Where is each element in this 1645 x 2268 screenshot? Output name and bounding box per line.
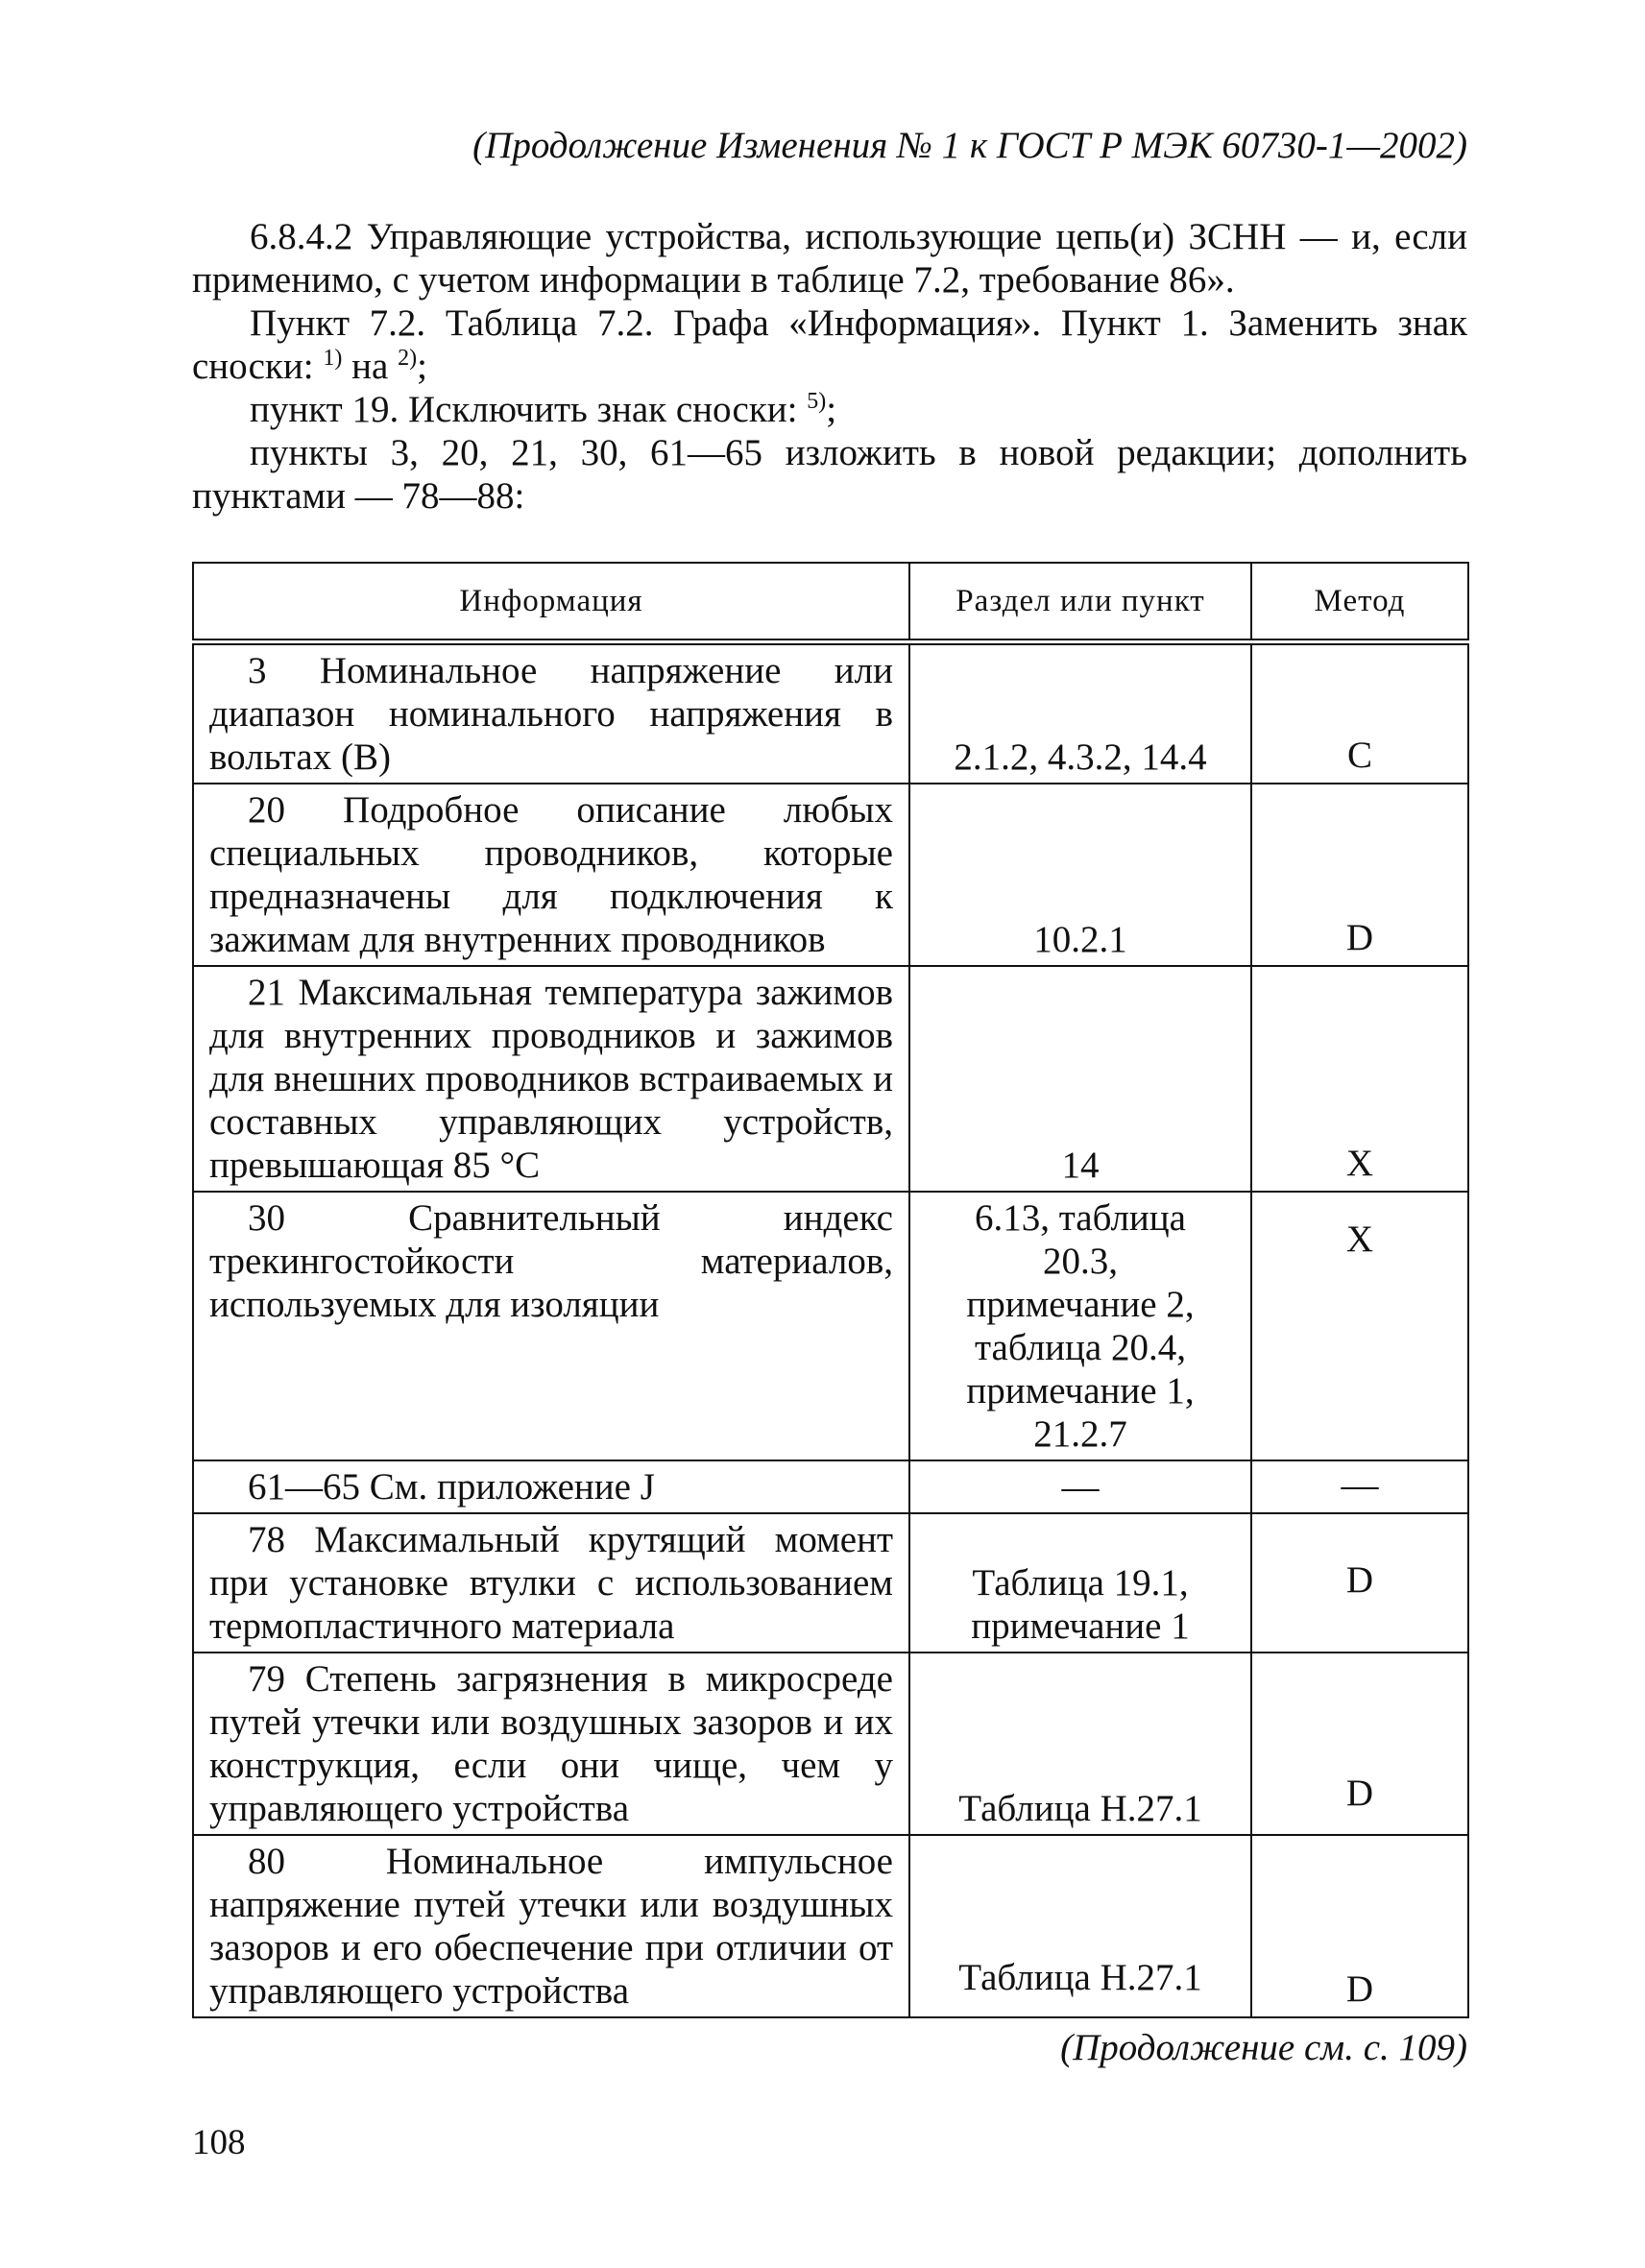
cell-method: C — [1251, 642, 1468, 784]
section-line: 6.13, таблица — [975, 1197, 1186, 1239]
cell-section: Таблица Н.27.1 — [909, 1835, 1251, 2017]
table-row — [193, 1192, 1468, 1460]
cell-method: D — [1251, 1835, 1468, 2017]
paragraph-text: на — [342, 346, 399, 387]
cell-section: 14 — [909, 966, 1251, 1192]
cell-info: 61—65 См. приложение J — [193, 1460, 909, 1513]
footnote-mark: 2) — [398, 346, 418, 371]
footnote-mark: 1) — [323, 346, 343, 371]
cell-info: 21 Максимальная температура зажимов для внутренних проводников и зажимов для внешних проводников встраиваемых и составных управляющих устройств, превышающая 85 °С — [193, 966, 909, 1192]
cell-section — [909, 1513, 1251, 1653]
paragraph-text: пункт 19. Исключить знак сноски: — [250, 389, 808, 430]
cell-method: X — [1251, 966, 1468, 1192]
cell-info: 79 Степень загрязнения в микросреде путей утечки или воздушных зазоров и их конструкция, если они чище, чем у управляющего устройства — [193, 1653, 909, 1835]
paragraph-7-2-point-1 — [192, 302, 1467, 388]
header-section: Раздел или пункт — [909, 563, 1251, 642]
table-row — [193, 1513, 1468, 1653]
information-table — [192, 562, 1469, 2018]
cell-info: 80 Номинальное импульсное напряжение путей утечки или воздушных зазоров и его обеспечение при отличии от управляющего устройства — [193, 1835, 909, 2017]
section-line: 21.2.7 — [1033, 1413, 1127, 1455]
table-row — [193, 1460, 1468, 1513]
section-line: Таблица 19.1, — [972, 1562, 1189, 1604]
table-row — [193, 642, 1468, 784]
cell-method: D — [1251, 1513, 1468, 1653]
paragraph-point-19 — [192, 388, 1467, 431]
cell-method: — — [1251, 1460, 1468, 1513]
cell-section: 10.2.1 — [909, 784, 1251, 966]
paragraph-text: ; — [826, 389, 837, 430]
cell-method: X — [1251, 1192, 1468, 1460]
section-line: примечание 1, — [966, 1370, 1195, 1411]
paragraph-new-edition: пункты 3, 20, 21, 30, 61—65 изложить в новой редакции; дополнить пунктами — 78—88: — [192, 432, 1467, 517]
cell-info: 78 Максимальный крутящий момент при установке втулки с использованием термопластичного материала — [193, 1513, 909, 1653]
section-line: таблица 20.4, — [975, 1327, 1186, 1368]
paragraph-text: Пункт 7.2. Таблица 7.2. Графа «Информация». Пункт 1. Заменить знак сноски: — [192, 302, 1467, 387]
cell-section: Таблица Н.27.1 — [909, 1653, 1251, 1835]
cell-info: 20 Подробное описание любых специальных проводников, которые предназначены для подключения к зажимам для внутренних проводников — [193, 784, 909, 966]
header-method: Метод — [1251, 563, 1468, 642]
cell-info: 3 Номинальное напряжение или диапазон номинального напряжения в вольтах (В) — [193, 642, 909, 784]
cell-method: D — [1251, 784, 1468, 966]
table-row — [193, 1653, 1468, 1835]
body-text — [192, 215, 1467, 518]
cell-section: 2.1.2, 4.3.2, 14.4 — [909, 642, 1251, 784]
table-row — [193, 966, 1468, 1192]
cell-section: — — [909, 1460, 1251, 1513]
section-line: 20.3, — [1043, 1241, 1118, 1282]
header-info: Информация — [193, 563, 909, 642]
document-page — [192, 0, 1467, 2268]
section-line: примечание 2, — [966, 1284, 1195, 1325]
footnote-mark: 5) — [807, 389, 827, 414]
page-number: 108 — [192, 2123, 246, 2162]
cell-info: 30 Сравнительный индекс трекингостойкости материалов, используемых для изоляции — [193, 1192, 909, 1460]
paragraph-text: ; — [417, 346, 427, 387]
table-row — [193, 784, 1468, 966]
paragraph-6-8-4-2: 6.8.4.2 Управляющие устройства, использующие цепь(и) ЗСНН — и, если применимо, с учетом информации в таблице 7.2, требование 86». — [192, 216, 1467, 301]
table-row — [193, 1835, 1468, 2017]
table-header-row — [193, 563, 1468, 642]
cell-section — [909, 1192, 1251, 1460]
section-line: примечание 1 — [971, 1605, 1190, 1647]
running-head: (Продолжение Изменения № 1 к ГОСТ Р МЭК 60730-1—2002) — [472, 125, 1467, 166]
cell-method: D — [1251, 1653, 1468, 1835]
continuation-note: (Продолжение см. с. 109) — [1060, 2027, 1467, 2068]
